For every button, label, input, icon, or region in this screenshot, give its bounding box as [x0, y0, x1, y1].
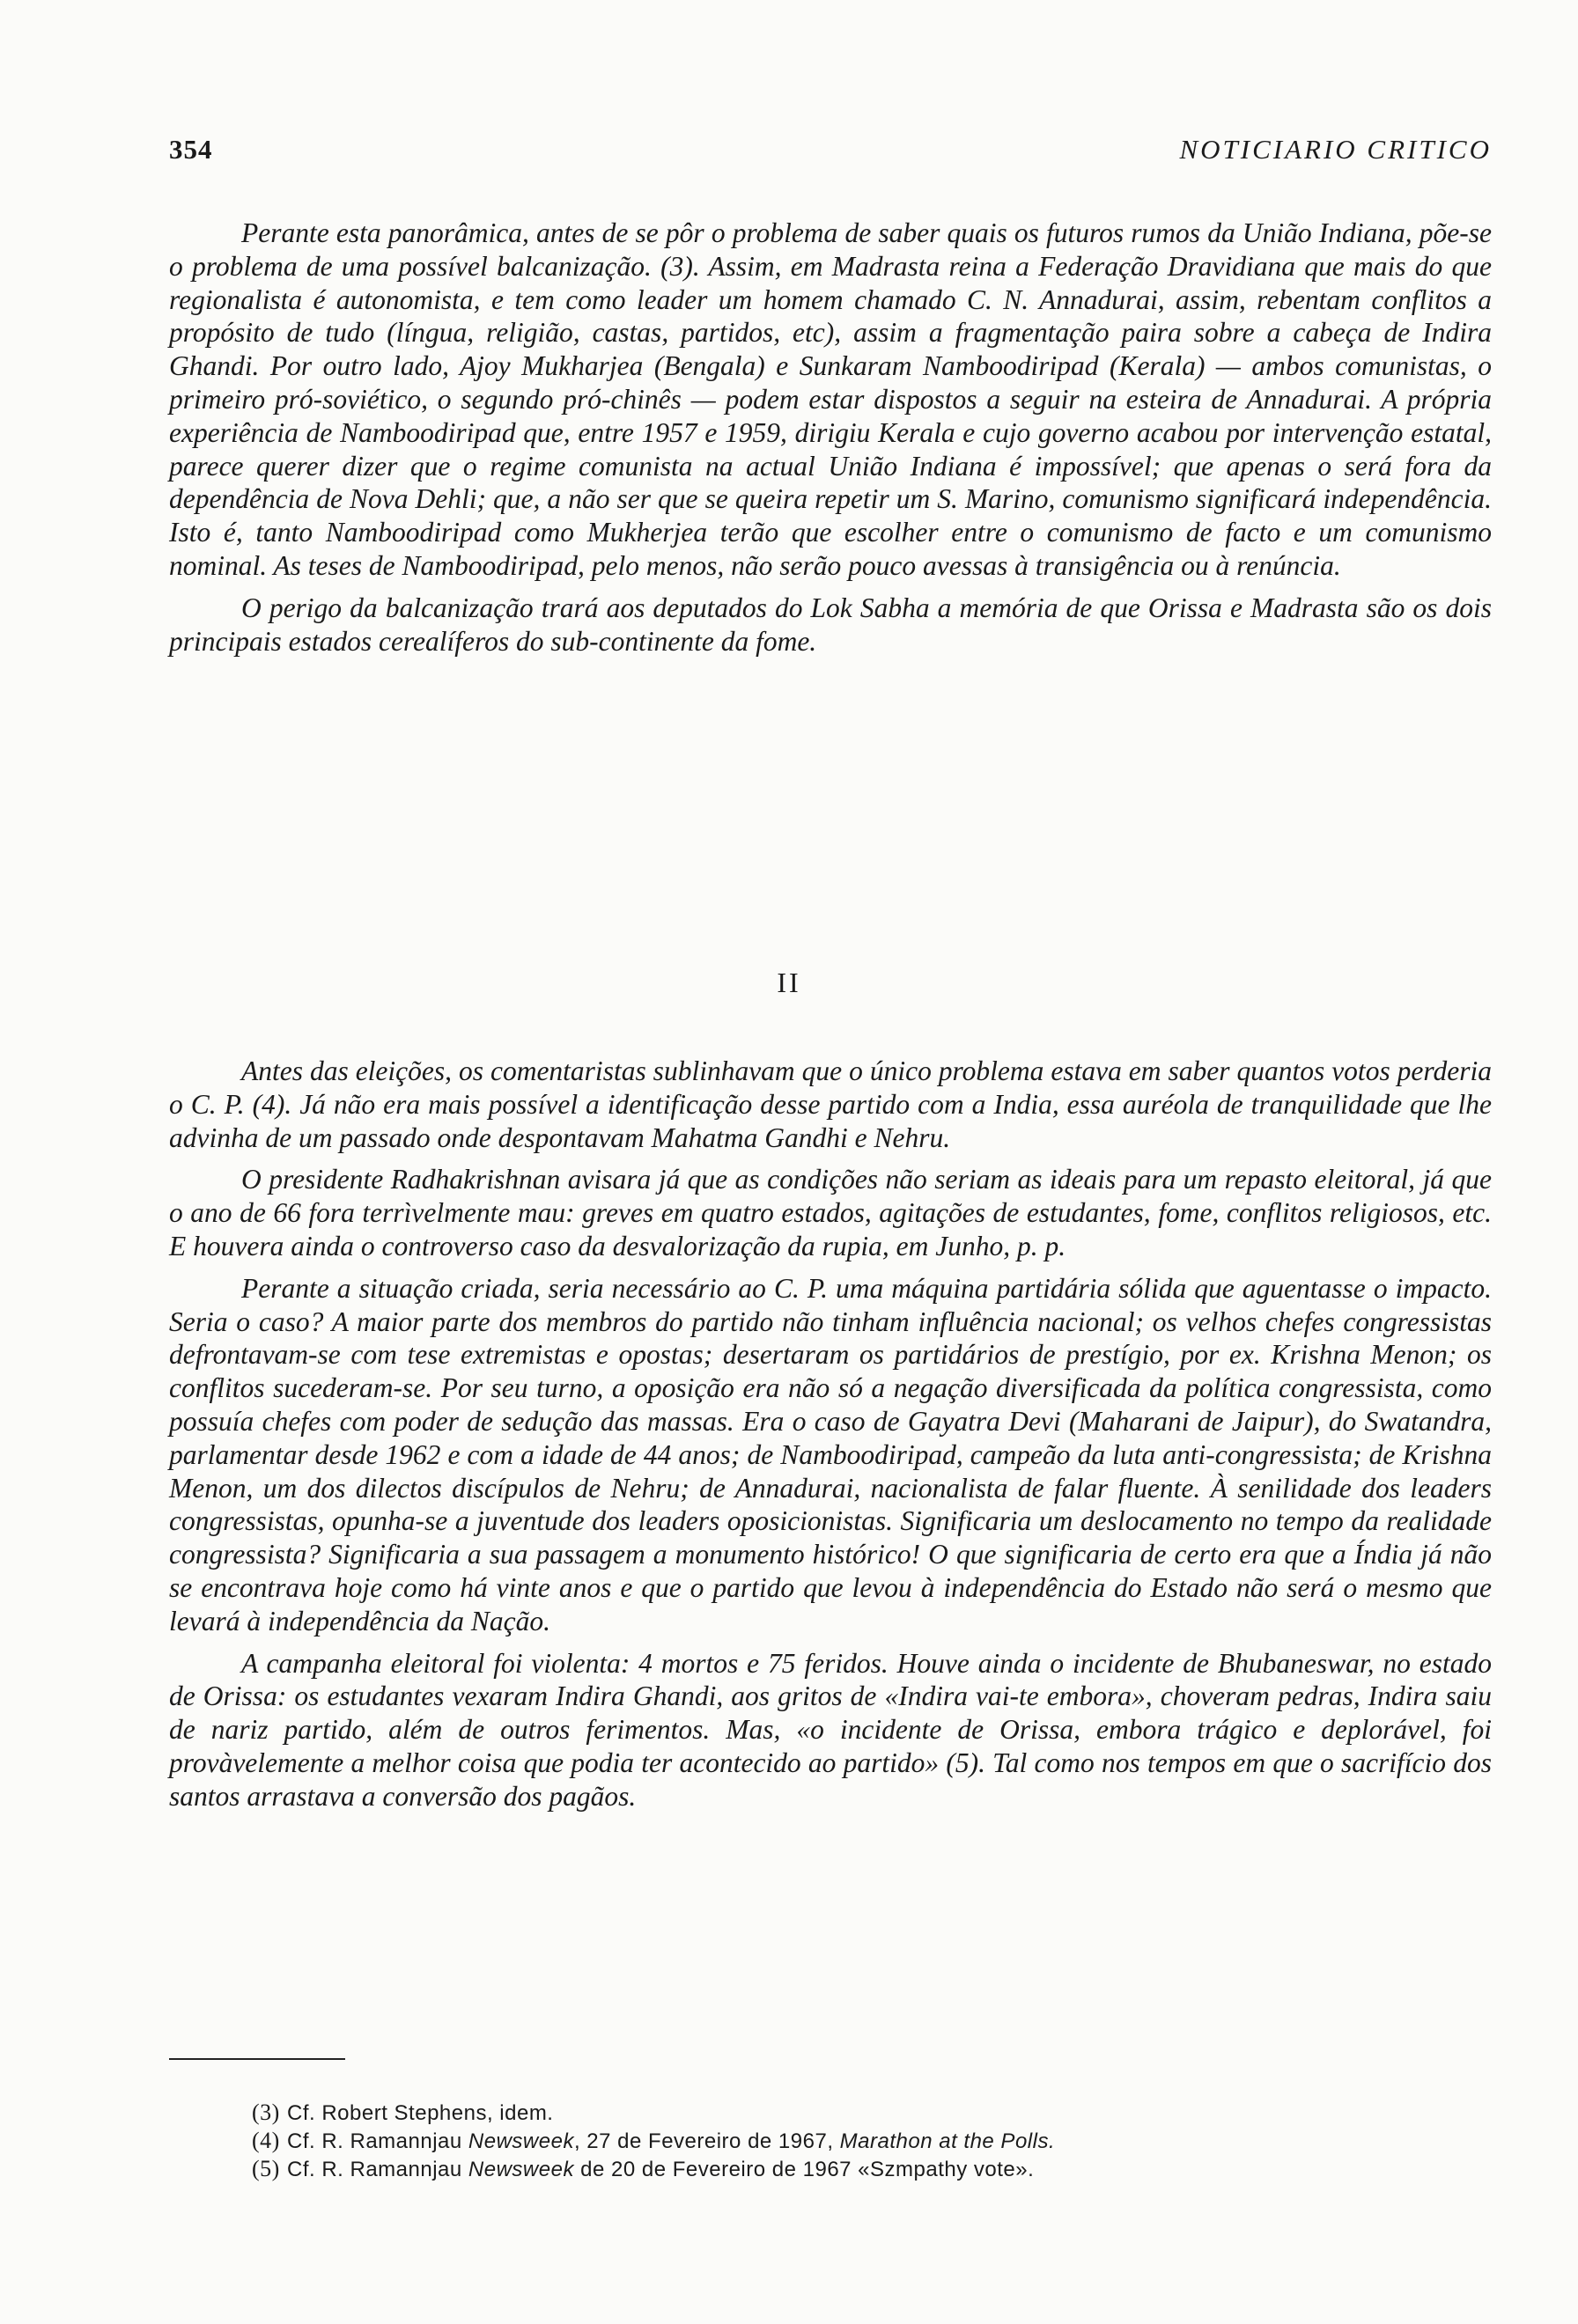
footnotes	[252, 2099, 1485, 2183]
footnote-source: Newsweek	[468, 2158, 574, 2181]
paragraph: Perante a situação criada, seria necessário ao C. P. uma máquina partidária sólida que aguentasse o impacto. Seria o caso? A maior parte dos membros do partido não tinham influência nacional; os velhos chefes congressistas defrontavam-se com tese extremistas e opostas; desertaram os partidários de prestígio, por ex. Krishna Menon; os conflitos sucederam-se. Por seu turno, a oposição era não só a negação diversificada da política congressista, como possuía chefes com poder de sedução das massas. Era o caso de Gayatra Devi (Maharani de Jaipur), do Swatandra, parlamentar desde 1962 e com a idade de 44 anos; de Namboodiripad, campeão da luta anti-congressista; de Krishna Menon, um dos dilectos discípulos de Nehru; de Annadurai, nacionalista de falar fluente. À senilidade dos leaders congressistas, opunha-se a juventude dos leaders oposicionistas. Significaria um deslocamento no tempo da realidade congressista? Significaria a sua passagem a monumento histórico! O que significaria de certo era que a Índia já não se encontrava hoje como há vinte anos e que o partido que levou à independência do Estado não será o mesmo que levará à independência da Nação.	[169, 1272, 1492, 1636]
running-header	[169, 134, 1492, 169]
footnote-text: Cf. Robert Stephens, idem.	[287, 2101, 554, 2125]
footnote	[252, 2155, 1485, 2183]
footnote-text: Cf. R. Ramannjau	[287, 2129, 468, 2153]
paragraph: O perigo da balcanização trará aos deputados do Lok Sabha a memória de que Orissa e Madrasta são os dois principais estados cerealíferos do sub-continente da fome.	[169, 592, 1492, 657]
section-1-body	[169, 217, 1492, 666]
footnote	[252, 2127, 1485, 2155]
footnote-text: de 20 de Fevereiro de 1967 «Szmpathy vote».	[573, 2158, 1035, 2181]
journal-title: NOTICIARIO CRITICO	[1179, 134, 1492, 165]
section-2-body	[169, 1055, 1492, 1822]
footnote-divider	[169, 2058, 345, 2060]
footnote-mark: (4)	[252, 2128, 280, 2153]
section-heading: II	[777, 967, 801, 998]
page-number: 354	[169, 134, 213, 165]
footnote	[252, 2099, 1485, 2127]
footnote-mark: (5)	[252, 2156, 280, 2181]
footnote-text: , 27 de Fevereiro de 1967,	[573, 2129, 840, 2153]
paragraph: O presidente Radhakrishnan avisara já que as condições não seriam as ideais para um repasto eleitoral, já que o ano de 66 fora terrìvelmente mau: greves em quatro estados, agitações de estudantes, fome, conflitos religiosos, etc. E houvera ainda o controverso caso da desvalorização da rupia, em Junho, p. p.	[169, 1164, 1492, 1261]
paragraph: Perante esta panorâmica, antes de se pôr o problema de saber quais os futuros rumos da União Indiana, põe-se o problema de uma possível balcanização. (3). Assim, em Madrasta reina a Federação Dravidiana que mais do que regionalista é autonomista, e tem como leader um homem chamado C. N. Annadurai, assim, rebentam conflitos a propósito de tudo (língua, religião, castas, partidos, etc), assim a fragmentação paira sobre a cabeça de Indira Ghandi. Por outro lado, Ajoy Mukharjea (Bengala) e Sunkaram Namboodiripad (Kerala) — ambos comunistas, o primeiro pró-soviético, o segundo pró-chinês — podem estar dispostos a seguir na esteira de Annadurai. A própria experiência de Namboodiripad que, entre 1957 e 1959, dirigiu Kerala e cujo governo acabou por intervenção estatal, parece querer dizer que o regime comunista na actual União Indiana é impossível; que apenas o será fora da dependência de Nova Dehli; que, a não ser que se queira repetir um S. Marino, comunismo significará independência. Isto é, tanto Namboodiripad como Mukherjea terão que escolher entre o comunismo de facto e um comunismo nominal. As teses de Namboodiripad, pelo menos, não serão pouco avessas à transigência ou à renúncia.	[169, 217, 1492, 581]
footnote-source: Newsweek	[468, 2129, 574, 2153]
paragraph: Antes das eleições, os comentaristas sublinhavam que o único problema estava em saber quantos votos perderia o C. P. (4). Já não era mais possível a identificação desse partido com a India, essa auréola de tranquilidade que lhe advinha de um passado onde despontavam Mahatma Gandhi e Nehru.	[169, 1055, 1492, 1153]
footnote-text: Cf. R. Ramannjau	[287, 2158, 468, 2181]
footnote-mark: (3)	[252, 2100, 280, 2125]
paragraph: A campanha eleitoral foi violenta: 4 mortos e 75 feridos. Houve ainda o incidente de Bhubaneswar, no estado de Orissa: os estudantes vexaram Indira Ghandi, aos gritos de «Indira vai-te embora», choveram pedras, Indira saiu de nariz partido, além de outros ferimentos. Mas, «o incidente de Orissa, embora trágico e deplorável, foi provàvelemente a melhor coisa que podia ter acontecido ao partido» (5). Tal como nos tempos em que o sacrifício dos santos arrastava a conversão dos pagãos.	[169, 1647, 1492, 1812]
footnote-title: Marathon at the Polls.	[839, 2129, 1056, 2153]
